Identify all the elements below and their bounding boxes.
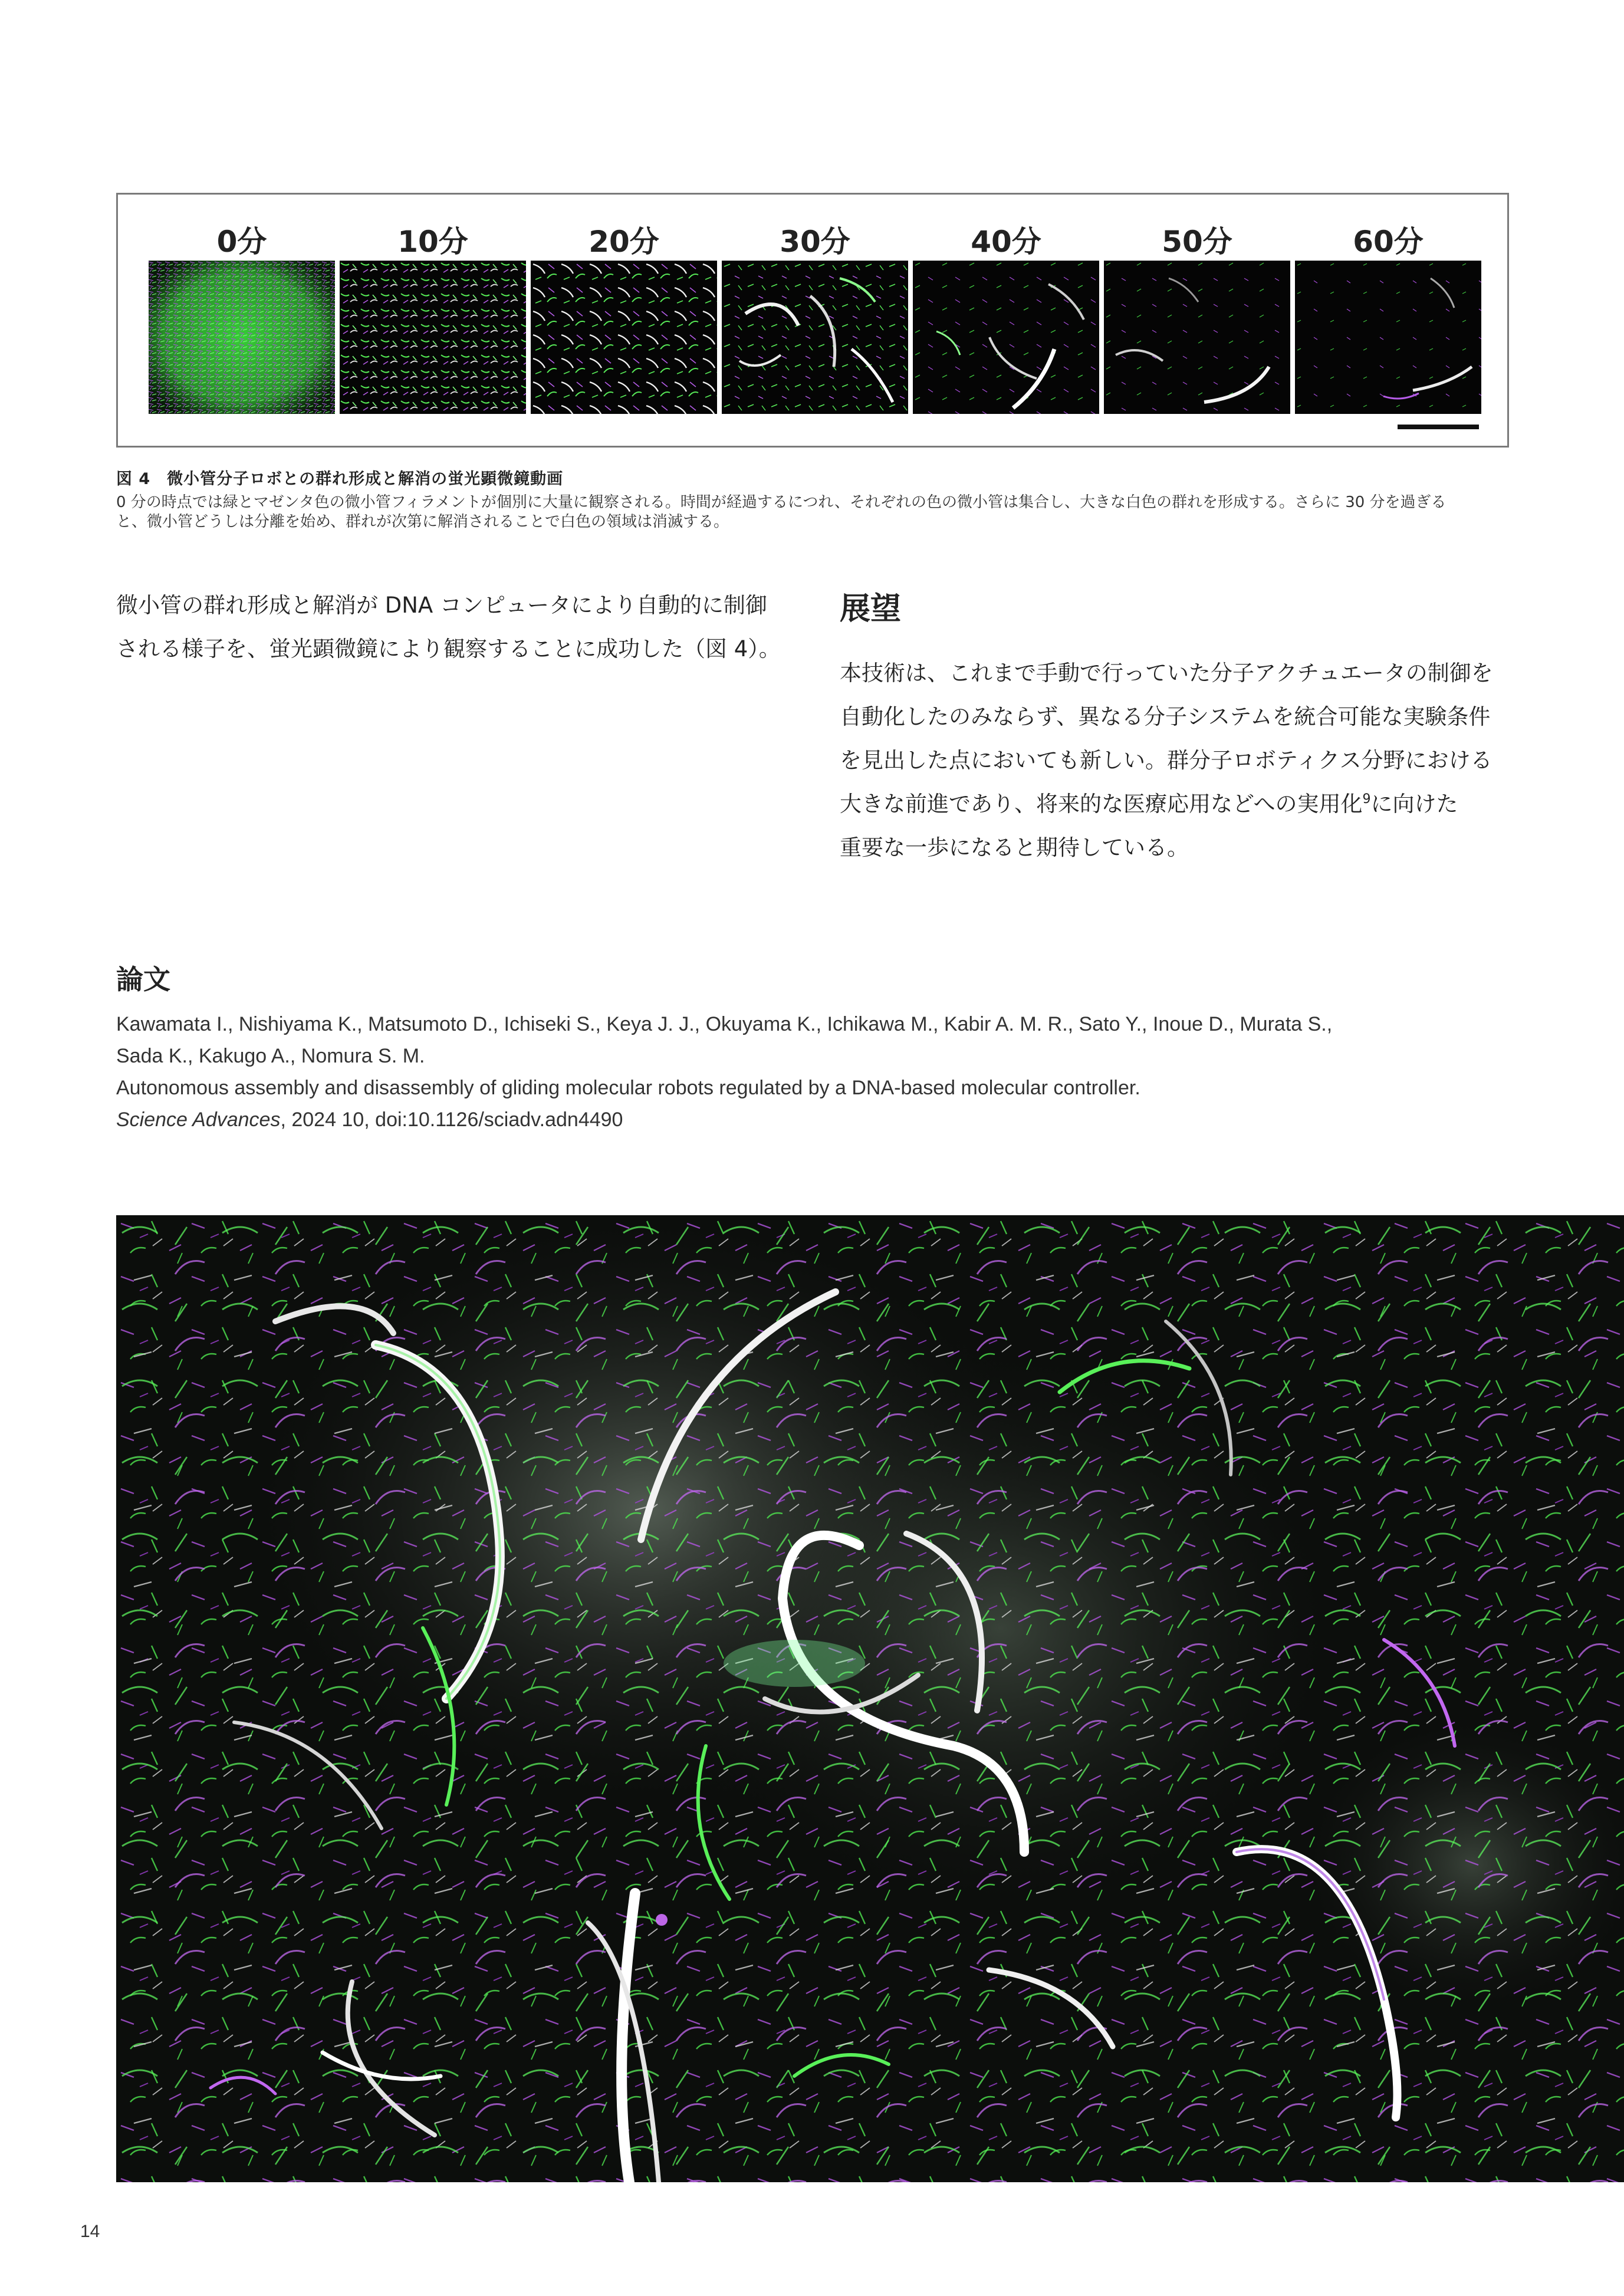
micrograph-50min [1104, 261, 1290, 414]
panel-label-60min: 60分 [1353, 225, 1424, 259]
body-fragment: に向けた [1370, 791, 1458, 817]
scale-bar [1398, 425, 1479, 429]
micrograph-0min [149, 261, 335, 414]
paper-authors: Sada K., Kakugo A., Nomura S. M. [116, 1045, 425, 1067]
body-line: 自動化したのみならず、異なる分子システムを統合可能な実験条件 [840, 704, 1491, 729]
body-line [840, 782, 1509, 826]
page-number: 14 [80, 2222, 100, 2241]
panel-label-0min: 0分 [216, 225, 267, 259]
panel-label-10min: 10分 [397, 225, 468, 259]
caption-line: と、微小管どうしは分離を始め、群れが次第に解消されることで白色の領域は消滅する。 [116, 513, 729, 531]
body-line: 重要な一歩になると期待している。 [840, 835, 1189, 860]
body-line: を見出した点においても新しい。群分子ロボティクス分野における [840, 748, 1492, 773]
panel-label-40min: 40分 [971, 225, 1041, 259]
micrograph-40min [913, 261, 1099, 414]
body-line: される様子を、蛍光顕微鏡により観察することに成功した（図 4）。 [116, 636, 781, 662]
micrograph-30min [722, 261, 908, 414]
micrograph-60min [1295, 261, 1481, 414]
body-line: 微小管の群れ形成と解消が DNA コンピュータにより自動的に制御 [116, 593, 768, 618]
figure-caption-body [116, 493, 1509, 532]
section-heading-paper: 論文 [116, 963, 170, 995]
citation-details: , 2024 10, doi:10.1126/sciadv.adn4490 [280, 1108, 623, 1131]
panel-label-50min: 50分 [1162, 225, 1232, 259]
fluorescence-micrograph [116, 1215, 1624, 2182]
paper-authors: Kawamata I., Nishiyama K., Matsumoto D., Ichiseki S., Keya J. J., Okuyama K., Ichikawa M., Kabir A. M. R., Sato Y., Inoue D., Murata S., [116, 1013, 1333, 1035]
paper-reference [116, 1008, 1509, 1136]
caption-line: 0 分の時点では緑とマゼンタ色の微小管フィラメントが個別に大量に観察される。時間が経過するにつれ、それぞれの色の微小管は集合し、大きな白色の群れを形成する。さらに 30 分を過ぎる [116, 494, 1447, 511]
body-line: 本技術は、これまで手動で行っていた分子アクチュエータの制御を [840, 660, 1493, 686]
body-fragment: 大きな前進であり、将来的な医療応用などへの実用化 [840, 791, 1363, 817]
panel-label-30min: 30分 [780, 225, 850, 259]
journal-name: Science Advances [116, 1108, 281, 1131]
body-text-left [116, 584, 794, 671]
panel-label-20min: 20分 [589, 225, 659, 259]
figure-caption-title: 図 4 微小管分子ロボとの群れ形成と解消の蛍光顕微鏡動画 [116, 470, 564, 488]
paper-citation [116, 1104, 1509, 1136]
micrograph-10min [340, 261, 526, 414]
paper-title: Autonomous assembly and disassembly of gliding molecular robots regulated by a DNA-based molecular controller. [116, 1077, 1140, 1099]
outlook-text [840, 652, 1509, 870]
reference-superscript: 9 [1362, 792, 1371, 807]
section-heading-outlook: 展望 [840, 591, 902, 627]
figure-4-panel [116, 193, 1509, 448]
micrograph-20min [531, 261, 717, 414]
